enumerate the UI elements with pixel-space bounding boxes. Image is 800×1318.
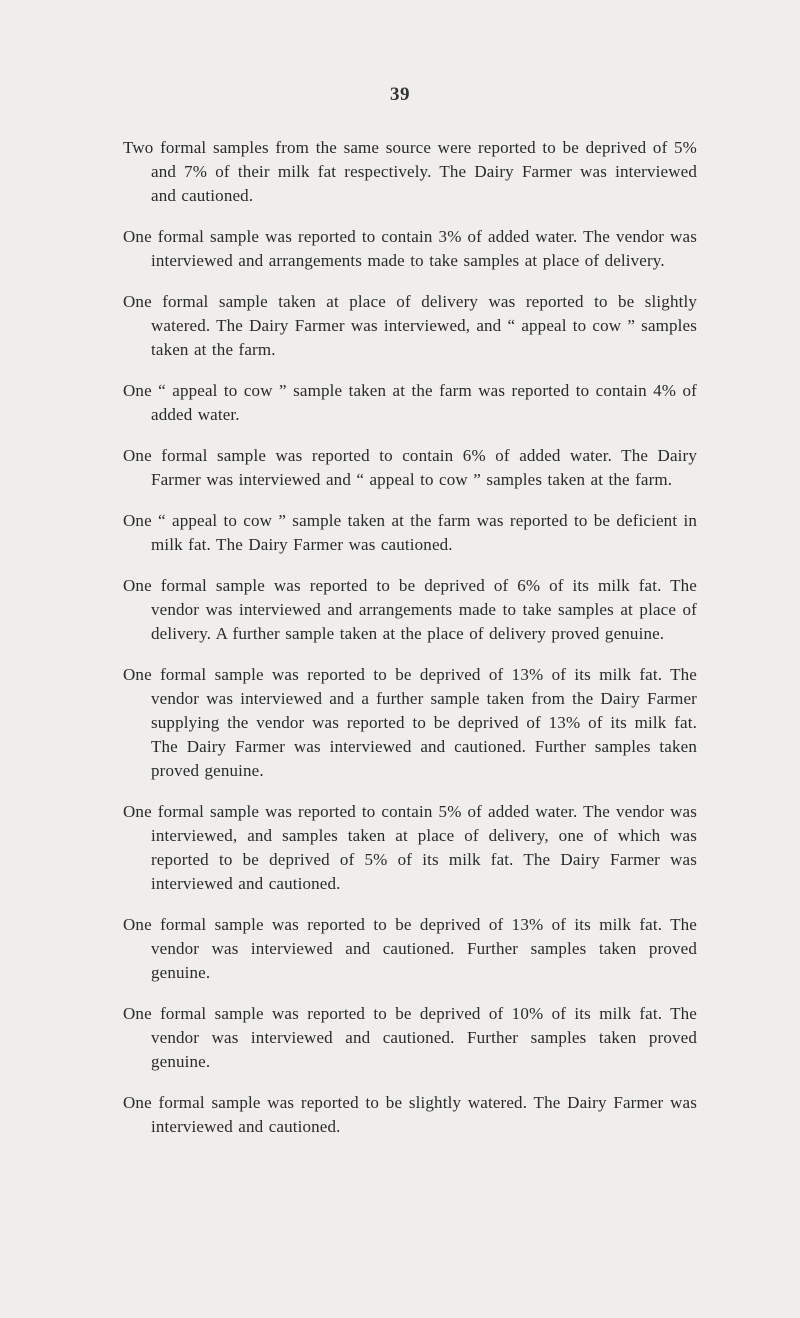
paragraph-5: One formal sample was reported to contain 6% of added water. The Dairy Farmer was interviewed and “ appeal to cow ” samples taken at the farm. [123,446,697,489]
paragraph-11: One formal sample was reported to be deprived of 10% of its milk fat. The vendor was interviewed and cautioned. Further samples taken proved genuine. [123,1004,697,1071]
paragraph-6: One “ appeal to cow ” sample taken at the farm was reported to be deficient in milk fat. The Dairy Farmer was cautioned. [123,511,697,554]
paragraph-9: One formal sample was reported to contain 5% of added water. The vendor was interviewed, and samples taken at place of delivery, one of which was reported to be deprived of 5% of its milk fat. The Dairy Farmer was interviewed and cautioned. [123,802,697,893]
paragraph-4: One “ appeal to cow ” sample taken at the farm was reported to contain 4% of added water. [123,381,697,424]
paragraph-7: One formal sample was reported to be deprived of 6% of its milk fat. The vendor was interviewed and arrangements made to take samples at place of delivery. A further sample taken at the place of delivery proved genuine. [123,576,697,643]
page-number: 39 [390,84,410,105]
paragraph-2: One formal sample was reported to contain 3% of added water. The vendor was interviewed and arrangements made to take samples at place of delivery. [123,227,697,270]
paragraph-10: One formal sample was reported to be deprived of 13% of its milk fat. The vendor was interviewed and cautioned. Further samples taken proved genuine. [123,915,697,982]
paragraph-8: One formal sample was reported to be deprived of 13% of its milk fat. The vendor was interviewed and a further sample taken from the Dairy Farmer supplying the vendor was reported to be deprived of 13% of its milk fat. The Dairy Farmer was interviewed and cautioned. Further samples taken proved genuine. [123,665,697,780]
paragraph-12: One formal sample was reported to be slightly watered. The Dairy Farmer was interviewed and cautioned. [123,1093,697,1136]
paragraph-1: Two formal samples from the same source were reported to be deprived of 5% and 7% of their milk fat respectively. The Dairy Farmer was interviewed and cautioned. [123,138,697,205]
paragraph-3: One formal sample taken at place of delivery was reported to be slightly watered. The Dairy Farmer was interviewed, and “ appeal to cow ” samples taken at the farm. [123,292,697,359]
report-body [123,136,697,1156]
